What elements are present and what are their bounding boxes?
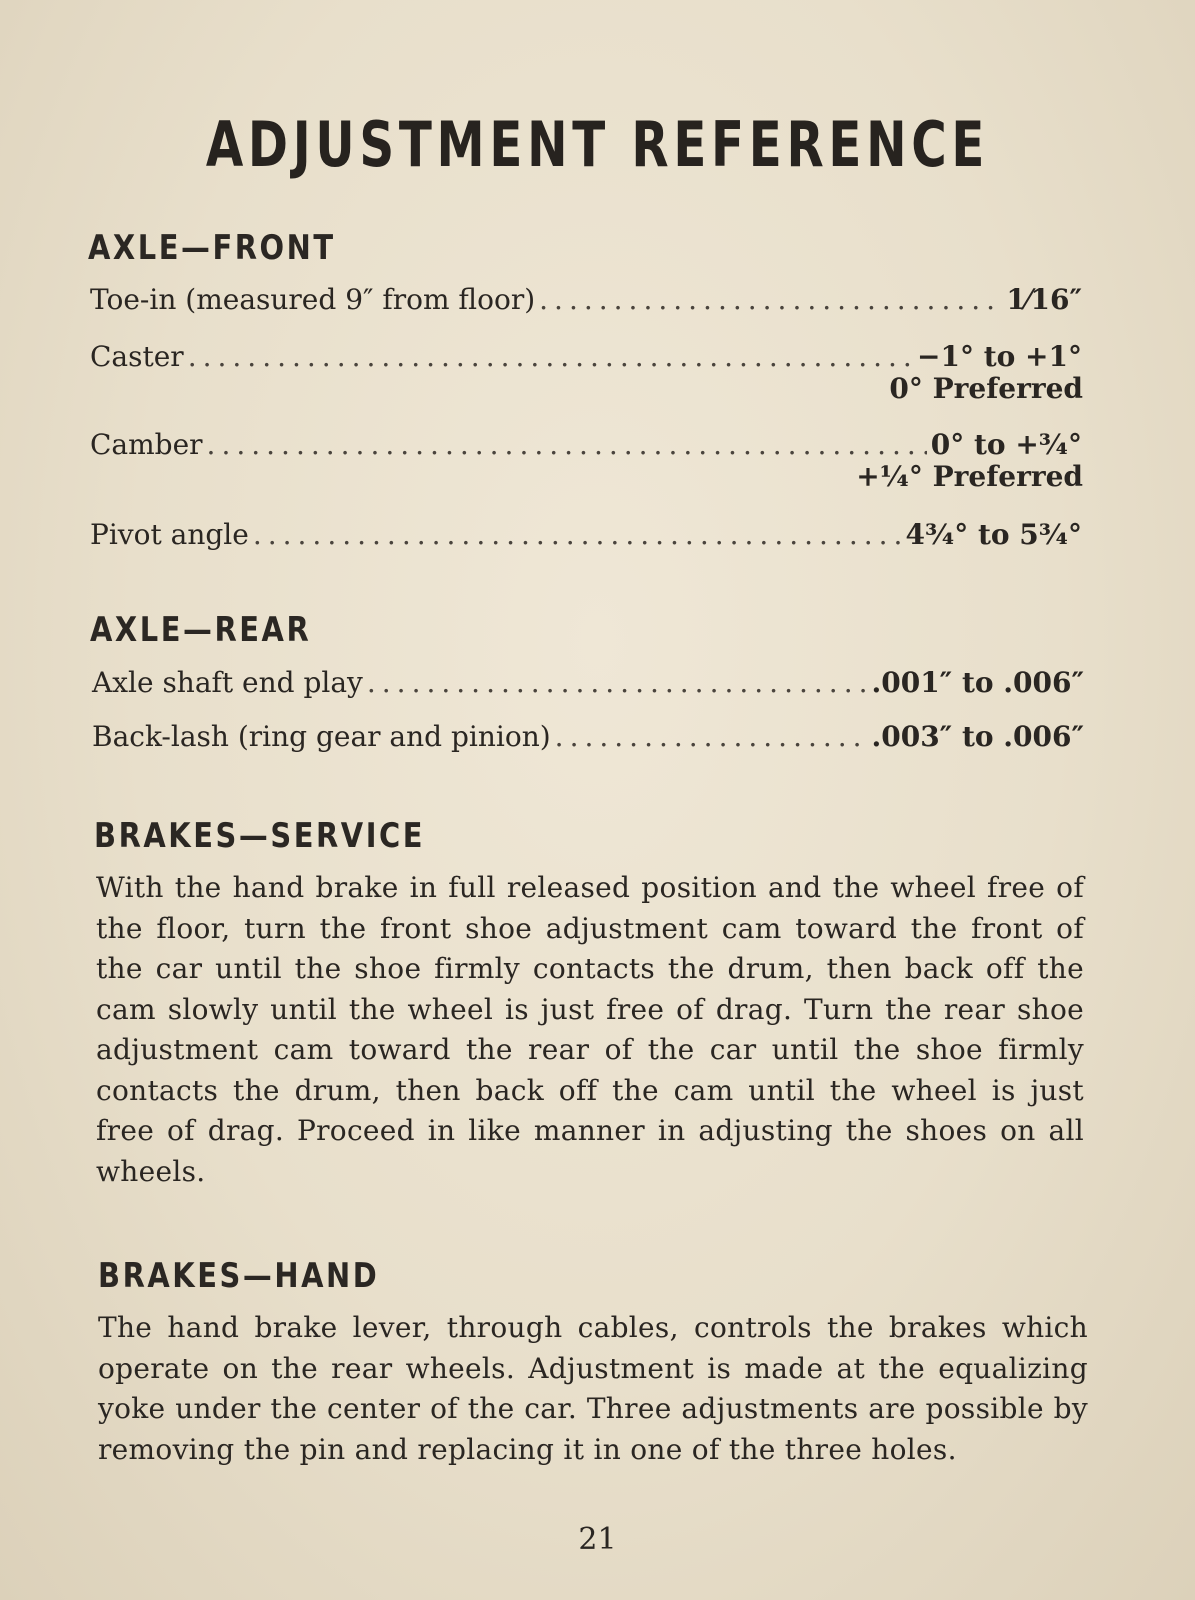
spec-row-pivot-angle bbox=[90, 518, 1082, 552]
axle-rear-heading: AXLE—REAR bbox=[90, 610, 312, 650]
spec-label: Toe-in (measured 9″ from floor) bbox=[90, 283, 536, 316]
brakes-service-heading: BRAKES—SERVICE bbox=[94, 816, 426, 856]
spec-label: Pivot angle bbox=[90, 518, 249, 551]
axle-front-heading: AXLE—FRONT bbox=[88, 228, 336, 268]
dot-leader bbox=[539, 283, 1002, 317]
spec-note-caster: 0° Preferred bbox=[889, 372, 1083, 405]
spec-label: Caster bbox=[90, 340, 184, 373]
dot-leader bbox=[253, 518, 902, 552]
spec-row-back-lash bbox=[92, 720, 1084, 754]
spec-row-caster bbox=[90, 340, 1082, 374]
spec-row-axle-shaft-end-play bbox=[92, 666, 1084, 700]
spec-label: Axle shaft end play bbox=[92, 666, 363, 699]
spec-label: Camber bbox=[90, 428, 203, 461]
dot-leader bbox=[555, 720, 868, 754]
dot-leader bbox=[207, 428, 927, 462]
spec-value: .003″ to .006″ bbox=[871, 720, 1084, 753]
spec-row-camber bbox=[90, 428, 1082, 462]
spec-value: 1⁄16″ bbox=[1006, 283, 1082, 316]
dot-leader bbox=[188, 340, 913, 374]
page-title: ADJUSTMENT REFERENCE bbox=[205, 108, 990, 181]
spec-value: .001″ to .006″ bbox=[871, 666, 1084, 699]
spec-label: Back-lash (ring gear and pinion) bbox=[92, 720, 551, 753]
brakes-hand-text: The hand brake lever, through cables, controls the brakes which operate on the rear wheels. Adjustment is made at the equalizing yoke under the center of the car. Three adjustments are possible by removing the pin and replacing it in one of the three holes. bbox=[98, 1311, 1088, 1466]
brakes-hand-heading: BRAKES—HAND bbox=[98, 1256, 380, 1296]
spec-value: 4¾° to 5¾° bbox=[905, 518, 1082, 551]
spec-note-camber: +¼° Preferred bbox=[856, 460, 1083, 493]
dot-leader bbox=[367, 666, 868, 700]
page-number: 21 bbox=[578, 1522, 617, 1557]
spec-row-toe-in bbox=[90, 283, 1082, 317]
spec-value: −1° to +1° bbox=[917, 340, 1082, 373]
spec-value: 0° to +¾° bbox=[930, 428, 1082, 461]
brakes-service-text: With the hand brake in full released position and the wheel free of the floor, turn the front shoe adjustment cam toward the front of the car until the shoe firmly contacts the drum, then back off the cam slowly until the wheel is just free of drag. Turn the rear shoe adjustment cam toward the rear of the car until the shoe firmly contacts the drum, then back off the cam until the wheel is just free of drag. Proceed in like manner in adjusting the shoes on all wheels. bbox=[96, 871, 1084, 1188]
